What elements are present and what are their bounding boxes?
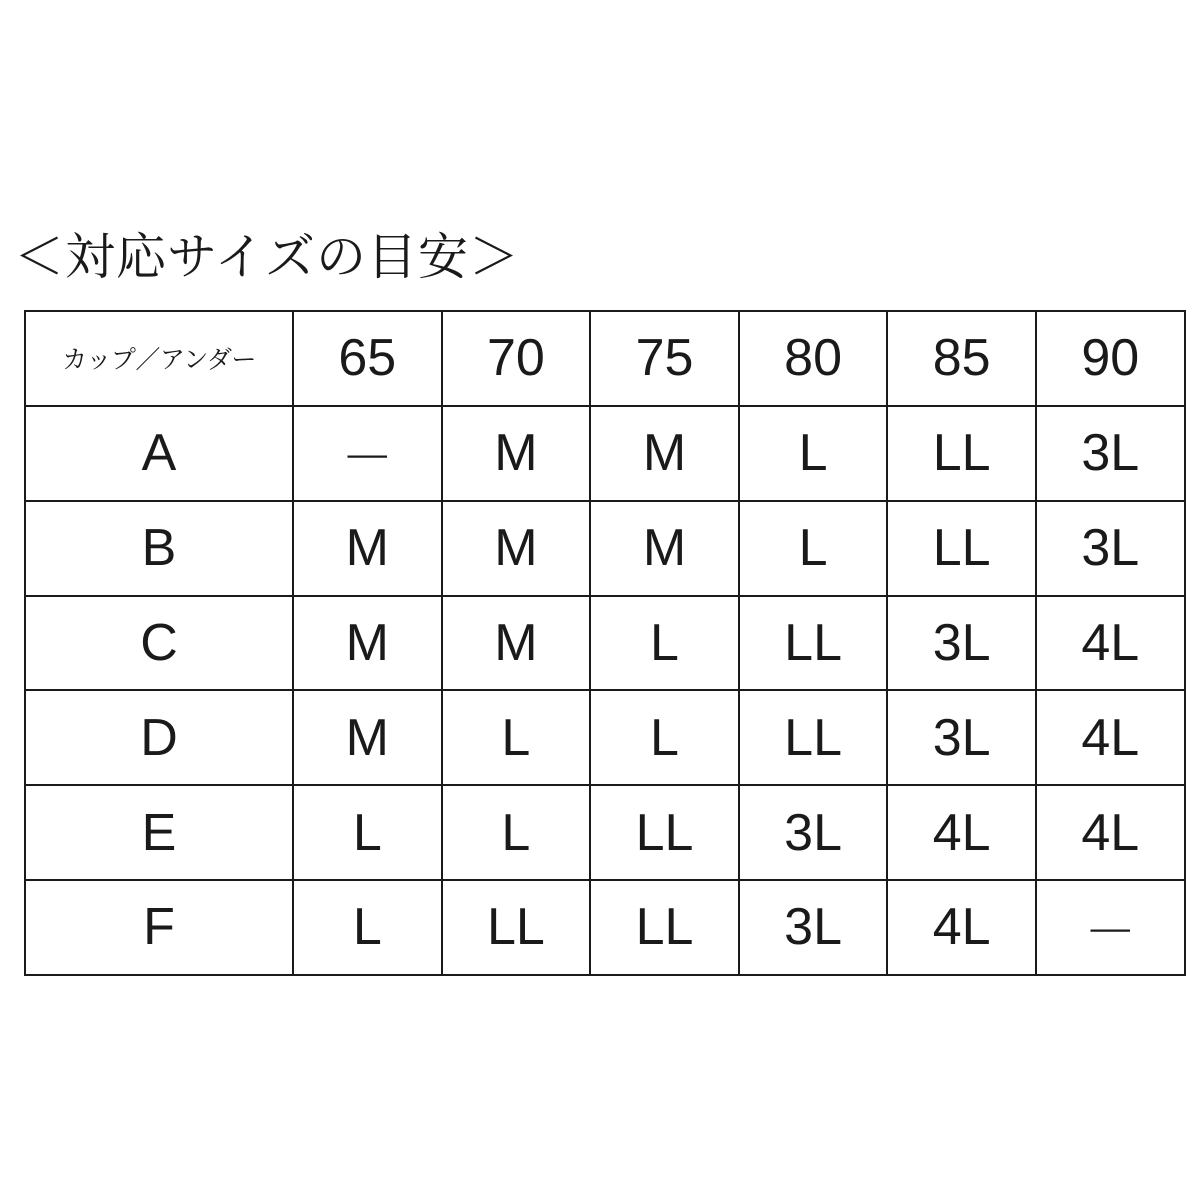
table-row <box>25 406 1185 501</box>
under-size-header: 70 <box>442 311 591 406</box>
corner-label: カップ／アンダー <box>25 311 293 406</box>
table-header-row <box>25 311 1185 406</box>
cup-label: D <box>25 690 293 785</box>
size-cell: M <box>293 596 442 691</box>
size-cell: M <box>293 501 442 596</box>
size-cell: 3L <box>739 785 888 880</box>
page-title: ＜対応サイズの目安＞ <box>14 228 520 286</box>
under-size-header: 85 <box>887 311 1036 406</box>
size-cell: M <box>442 596 591 691</box>
size-cell: LL <box>887 501 1036 596</box>
cup-label: A <box>25 406 293 501</box>
size-cell: 4L <box>1036 785 1185 880</box>
size-cell: LL <box>590 880 739 975</box>
size-cell: 3L <box>887 596 1036 691</box>
table-row <box>25 880 1185 975</box>
size-chart-table <box>24 310 1186 976</box>
cup-label: B <box>25 501 293 596</box>
table-row <box>25 596 1185 691</box>
size-cell: 3L <box>887 690 1036 785</box>
size-cell: L <box>293 785 442 880</box>
size-cell: L <box>442 785 591 880</box>
size-cell: 4L <box>1036 690 1185 785</box>
under-size-header: 80 <box>739 311 888 406</box>
size-cell: M <box>442 406 591 501</box>
size-cell: L <box>442 690 591 785</box>
size-cell: M <box>293 690 442 785</box>
under-size-header: 65 <box>293 311 442 406</box>
size-cell: 3L <box>1036 501 1185 596</box>
table-row <box>25 501 1185 596</box>
size-cell: 3L <box>739 880 888 975</box>
cup-label: E <box>25 785 293 880</box>
size-cell: LL <box>739 690 888 785</box>
size-cell: － <box>1036 880 1185 975</box>
size-cell: 4L <box>1036 596 1185 691</box>
size-cell: L <box>293 880 442 975</box>
cup-label: F <box>25 880 293 975</box>
table-row <box>25 690 1185 785</box>
under-size-header: 90 <box>1036 311 1185 406</box>
cup-label: C <box>25 596 293 691</box>
size-cell: L <box>739 406 888 501</box>
size-cell: L <box>590 690 739 785</box>
size-cell: L <box>739 501 888 596</box>
size-cell: 3L <box>1036 406 1185 501</box>
size-cell: 4L <box>887 880 1036 975</box>
size-cell: M <box>442 501 591 596</box>
size-cell: M <box>590 406 739 501</box>
size-cell: L <box>590 596 739 691</box>
table-row <box>25 785 1185 880</box>
size-cell: M <box>590 501 739 596</box>
size-cell: LL <box>590 785 739 880</box>
size-cell: LL <box>739 596 888 691</box>
size-cell: LL <box>887 406 1036 501</box>
size-cell: LL <box>442 880 591 975</box>
size-cell: － <box>293 406 442 501</box>
under-size-header: 75 <box>590 311 739 406</box>
size-cell: 4L <box>887 785 1036 880</box>
